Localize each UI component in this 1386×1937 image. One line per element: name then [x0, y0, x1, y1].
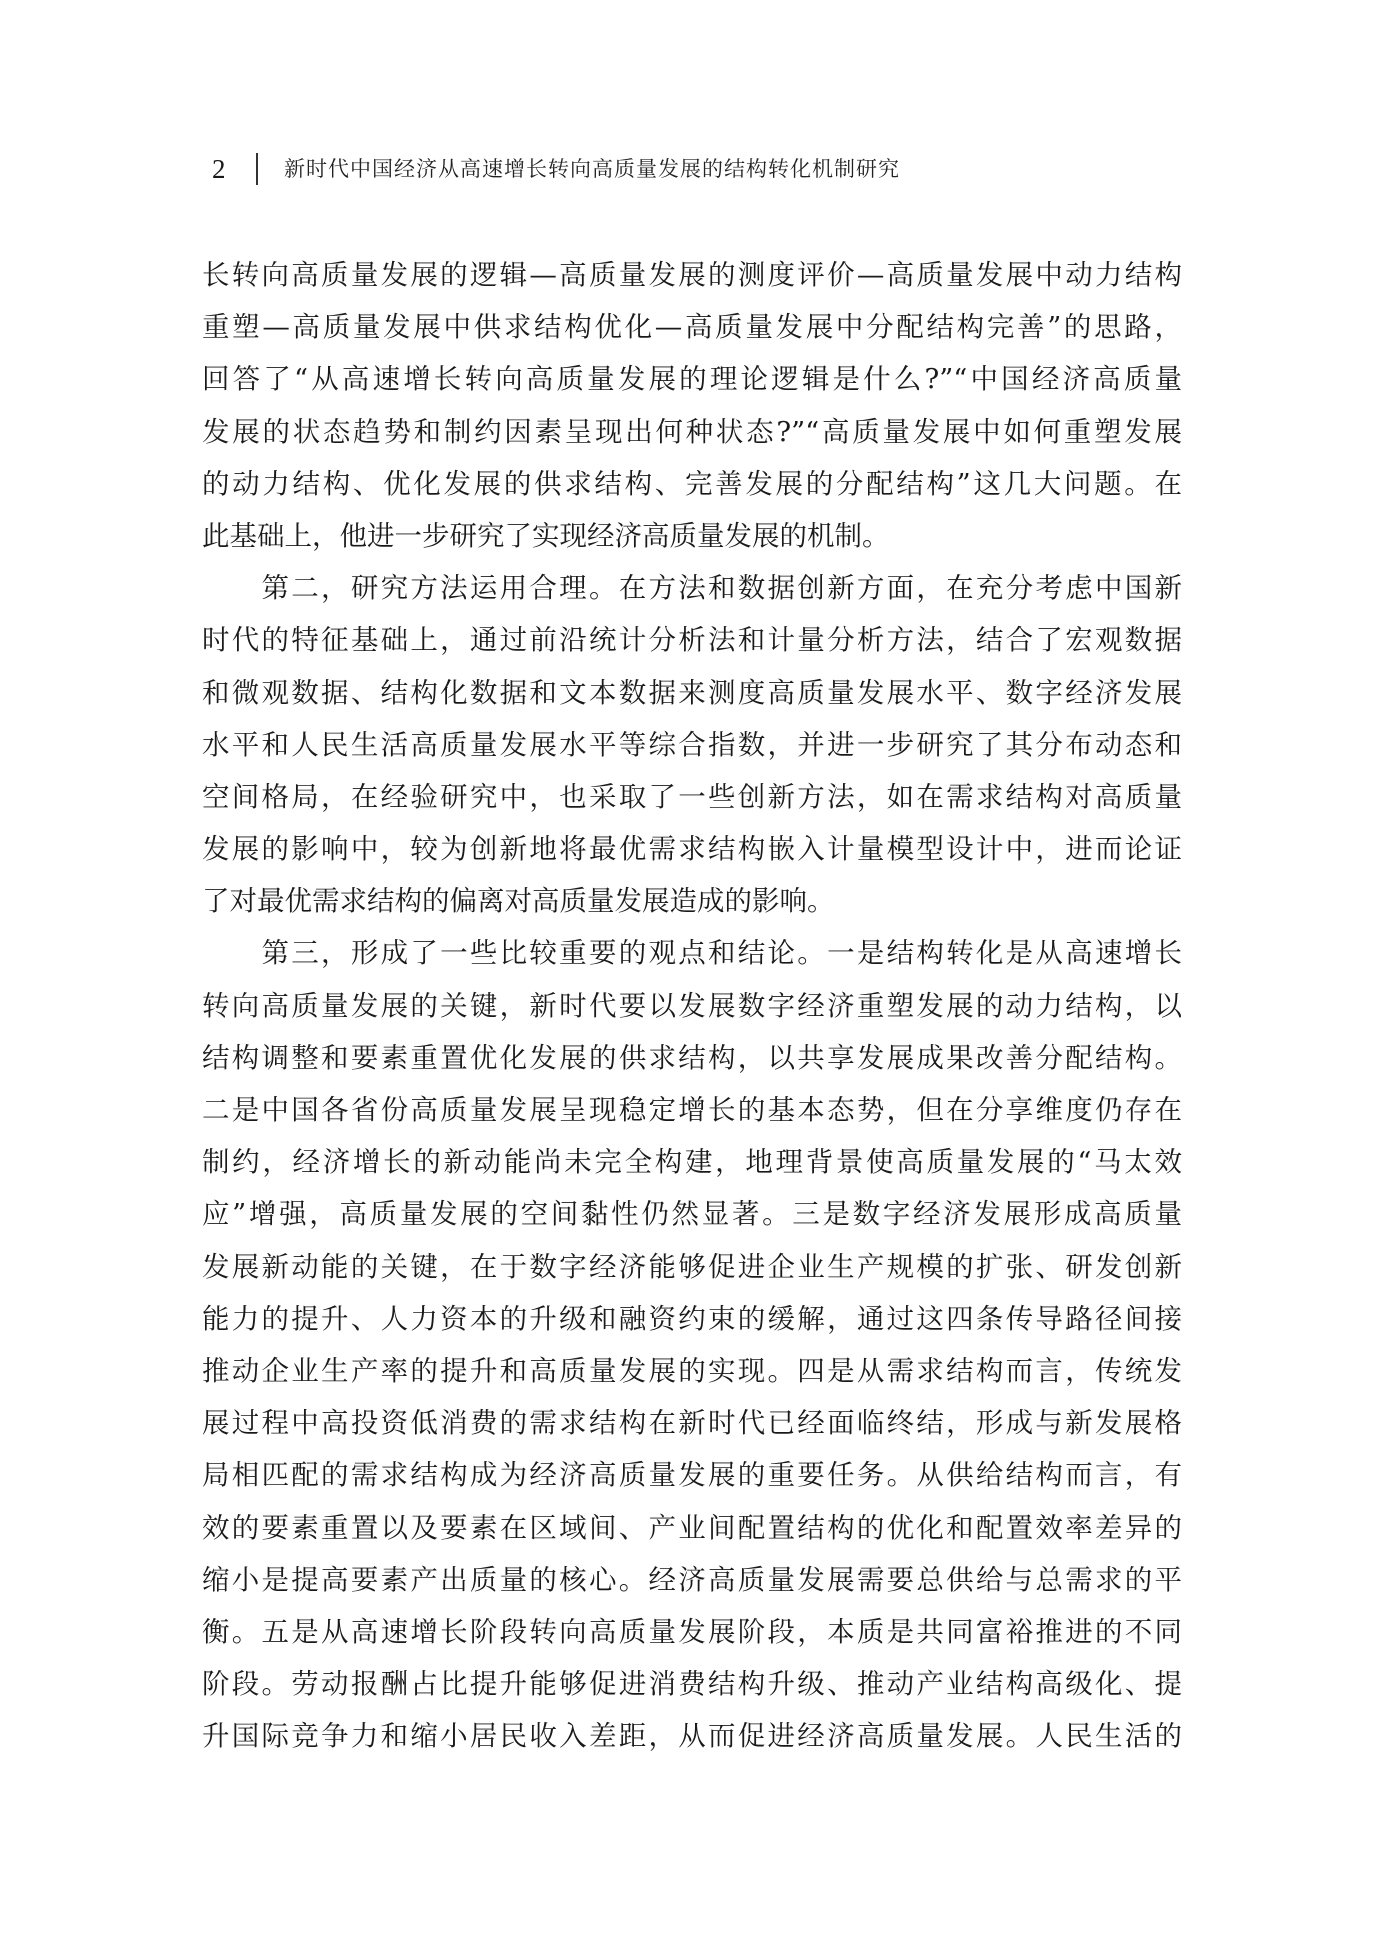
- text-line: 时代的特征基础上，通过前沿统计分析法和计量分析方法，结合了宏观数据: [202, 624, 1182, 657]
- text-line: 发展新动能的关键，在于数字经济能够促进企业生产规模的扩张、研发创新: [202, 1250, 1182, 1283]
- text-line: 空间格局，在经验研究中，也采取了一些创新方法，如在需求结构对高质量: [202, 780, 1182, 813]
- text-line: 的动力结构、优化发展的供求结构、完善发展的分配结构”这几大问题。在: [202, 467, 1182, 500]
- text-line: 和微观数据、结构化数据和文本数据来测度高质量发展水平、数字经济发展: [202, 676, 1182, 709]
- text-line: 升国际竞争力和缩小居民收入差距，从而促进经济高质量发展。人民生活的: [202, 1720, 1182, 1753]
- header-divider: [256, 153, 258, 185]
- text-line: 了对最优需求结构的偏离对高质量发展造成的影响。: [202, 885, 835, 918]
- text-line: 长转向高质量发展的逻辑—高质量发展的测度评价—高质量发展中动力结构: [202, 259, 1182, 291]
- text-line: 发展的影响中，较为创新地将最优需求结构嵌入计量模型设计中，进而论证: [202, 833, 1182, 866]
- text-line: 局相匹配的需求结构成为经济高质量发展的重要任务。从供给结构而言，有: [202, 1459, 1182, 1492]
- text-line: 第二，研究方法运用合理。在方法和数据创新方面，在充分考虑中国新: [202, 572, 1182, 605]
- text-line: 重塑—高质量发展中供求结构优化—高质量发展中分配结构完善”的思路，: [202, 311, 1182, 344]
- text-line: 回答了“从高速增长转向高质量发展的理论逻辑是什么?”“中国经济高质量: [202, 363, 1182, 396]
- page-number: 2: [212, 154, 226, 184]
- text-line: 能力的提升、人力资本的升级和融资约束的缓解，通过这四条传导路径间接: [202, 1302, 1182, 1335]
- text-line: 缩小是提高要素产出质量的核心。经济高质量发展需要总供给与总需求的平: [202, 1563, 1182, 1596]
- text-line: 推动企业生产率的提升和高质量发展的实现。四是从需求结构而言，传统发: [202, 1354, 1182, 1387]
- text-line: 应”增强，高质量发展的空间黏性仍然显著。三是数字经济发展形成高质量: [202, 1198, 1182, 1231]
- text-line: 水平和人民生活高质量发展水平等综合指数，并进一步研究了其分布动态和: [202, 728, 1182, 761]
- body-text: [202, 249, 1182, 1762]
- text-line: 二是中国各省份高质量发展呈现稳定增长的基本态势，但在分享维度仍存在: [202, 1094, 1182, 1126]
- text-line: 此基础上，他进一步研究了实现经济高质量发展的机制。: [202, 519, 890, 552]
- text-line: 效的要素重置以及要素在区域间、产业间配置结构的优化和配置效率差异的: [202, 1511, 1182, 1544]
- running-header: [212, 152, 900, 186]
- text-line: 制约，经济增长的新动能尚未完全构建，地理背景使高质量发展的“马太效: [202, 1146, 1182, 1179]
- text-line: 阶段。劳动报酬占比提升能够促进消费结构升级、推动产业结构高级化、提: [202, 1668, 1182, 1701]
- text-line: 结构调整和要素重置优化发展的供求结构，以共享发展成果改善分配结构。: [202, 1041, 1182, 1074]
- text-line: 衡。五是从高速增长阶段转向高质量发展阶段，本质是共同富裕推进的不同: [202, 1615, 1182, 1648]
- text-line: 展过程中高投资低消费的需求结构在新时代已经面临终结，形成与新发展格: [202, 1407, 1182, 1440]
- text-line: 第三，形成了一些比较重要的观点和结论。一是结构转化是从高速增长: [202, 937, 1182, 970]
- text-line: 发展的状态趋势和制约因素呈现出何种状态?”“高质量发展中如何重塑发展: [202, 415, 1182, 448]
- running-title: 新时代中国经济从高速增长转向高质量发展的结构转化机制研究: [284, 157, 900, 181]
- text-line: 转向高质量发展的关键，新时代要以发展数字经济重塑发展的动力结构，以: [202, 989, 1182, 1022]
